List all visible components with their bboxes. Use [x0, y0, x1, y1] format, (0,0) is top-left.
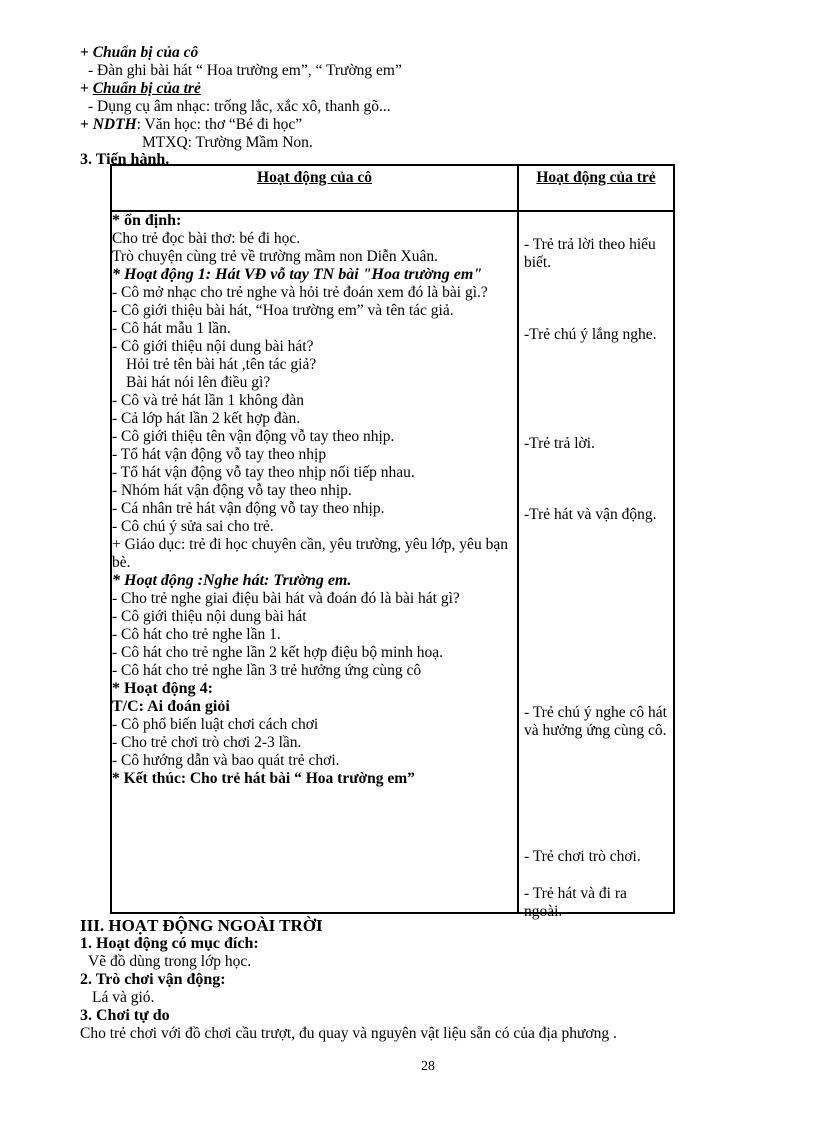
teacher-activity-line: - Cô hát cho trẻ nghe lần 1.: [112, 626, 281, 643]
table-body-row: [111, 211, 674, 913]
prep-teacher-heading: [80, 44, 198, 62]
prep-child-item: - Dụng cụ âm nhạc: trống lắc, xắc xô, thanh gõ...: [88, 98, 391, 115]
teacher-activity-line: - Cho trẻ nghe giai điệu bài hát và đoán đó là bài hát gì?: [112, 590, 460, 607]
teacher-activity-line: Hỏi trẻ tên bài hát ,tên tác giả?: [126, 356, 317, 373]
outdoor-s3-text: Cho trẻ chơi với đồ chơi cầu trượt, đu quay và nguyên vật liệu sẵn có của địa phương .: [80, 1025, 617, 1042]
section-3-title: 3. Tiến hành.: [80, 151, 170, 168]
teacher-activity-line: * Kết thúc: Cho trẻ hát bài “ Hoa trường em”: [112, 770, 415, 787]
teacher-activity-line: * Hoạt động :Nghe hát: Trường em.: [112, 572, 352, 589]
col-header-child: [518, 165, 674, 211]
outdoor-s1-title: 1. Hoạt động có mục đích:: [80, 935, 259, 952]
prep-child-heading: [80, 80, 201, 98]
child-note: - Trẻ trả lời theo hiểu biết.: [524, 236, 656, 271]
teacher-activity-line: - Tổ hát vận động vỗ tay theo nhịp: [112, 446, 327, 463]
child-note: - Trẻ chơi trò chơi.: [524, 848, 641, 865]
child-note: - Trẻ hát và đi ra ngoài.: [524, 885, 627, 920]
ndth-line: [80, 116, 302, 134]
child-note: -Trẻ trả lời.: [524, 435, 595, 452]
teacher-activity-line: * ổn định:: [112, 212, 182, 229]
col-header-teacher: Hoạt động của cô: [111, 165, 518, 211]
page-number: 28: [421, 1059, 435, 1074]
plus-bullet: +: [80, 116, 93, 133]
outdoor-s3-title: 3. Chơi tự do: [80, 1007, 170, 1024]
outdoor-s2-text: Lá và gió.: [92, 989, 155, 1006]
teacher-activity-line: - Cô hát cho trẻ nghe lần 2 kết hợp điệu bộ minh hoạ.: [112, 644, 444, 661]
teacher-activities-cell: [111, 211, 518, 913]
teacher-activity-line: * Hoạt động 4:: [112, 680, 213, 697]
teacher-activity-line: - Cô và trẻ hát lần 1 không đàn: [112, 392, 304, 409]
ndth-text: : Văn học: thơ “Bé đi học”: [136, 116, 303, 133]
teacher-activities-list: [112, 212, 517, 788]
plus-bullet: +: [80, 44, 93, 61]
teacher-activity-line: - Cô giới thiệu bài hát, “Hoa trường em” và tên tác giả.: [112, 302, 454, 319]
teacher-activity-line: - Cô giới thiệu tên vận động vỗ tay theo nhịp.: [112, 428, 395, 445]
teacher-activity-line: - Cô chú ý sửa sai cho trẻ.: [112, 518, 274, 535]
outdoor-s2-title: 2. Trò chơi vận động:: [80, 971, 226, 988]
teacher-activity-line: - Cô giới thiệu nội dung bài hát?: [112, 338, 314, 355]
plus-bullet: +: [80, 80, 93, 97]
teacher-activity-line: - Cô phổ biến luật chơi cách chơi: [112, 716, 319, 733]
teacher-activity-line: - Cô giới thiệu nội dung bài hát: [112, 608, 307, 625]
table-header-row: [111, 165, 674, 211]
activity-table: [110, 164, 675, 920]
child-note: -Trẻ hát và vận động.: [524, 506, 657, 523]
col-header-child-text: Hoạt động của trẻ: [536, 169, 656, 186]
ndth-label: NDTH: [92, 116, 137, 133]
teacher-activity-line: - Cô hát cho trẻ nghe lần 3 trẻ hưởng ứng cùng cô: [112, 662, 422, 679]
child-note: -Trẻ chú ý lắng nghe.: [524, 326, 657, 343]
prep-teacher-heading-text: Chuẩn bị của cô: [92, 44, 199, 61]
teacher-activity-line: - Cô mở nhạc cho trẻ nghe và hỏi trẻ đoán xem đó là bài gì.?: [112, 284, 488, 301]
teacher-activity-line: Cho trẻ đọc bài thơ: bé đi học.: [112, 230, 301, 247]
teacher-activity-line: - Cho trẻ chơi trò chơi 2-3 lần.: [112, 734, 302, 751]
teacher-activity-line: + Giáo dục: trẻ đi học chuyên cần, yêu trường, yêu lớp, yêu bạn bè.: [112, 536, 508, 571]
teacher-activity-line: - Cả lớp hát lần 2 kết hợp đàn.: [112, 410, 301, 427]
teacher-activity-line: Trò chuyện cùng trẻ về trường mầm non Diễn Xuân.: [112, 248, 438, 265]
mtxq-line: MTXQ: Trường Mầm Non.: [142, 134, 313, 151]
teacher-activity-line: Bài hát nói lên điều gì?: [126, 374, 271, 391]
teacher-activity-line: - Cô hát mẫu 1 lần.: [112, 320, 231, 337]
child-activities-cell: [518, 211, 674, 920]
teacher-activity-line: - Cá nhân trẻ hát vận động vỗ tay theo nhịp.: [112, 500, 385, 517]
teacher-activity-line: * Hoạt động 1: Hát VĐ vỗ tay TN bài "Hoa trường em": [112, 266, 483, 283]
teacher-activity-line: - Tổ hát vận động vỗ tay theo nhịp nối tiếp nhau.: [112, 464, 415, 481]
outdoor-title: III. HOẠT ĐỘNG NGOÀI TRỜI: [80, 916, 323, 935]
prep-teacher-item: - Đàn ghi bài hát “ Hoa trường em”, “ Trường em”: [88, 62, 402, 79]
teacher-activity-line: T/C: Ai đoán giỏi: [112, 698, 230, 715]
child-note: - Trẻ chú ý nghe cô hát và hưởng ứng cùng cô.: [524, 704, 667, 739]
prep-child-heading-text: Chuẩn bị của trẻ: [92, 80, 201, 97]
outdoor-s1-text: Vẽ đồ dùng trong lớp học.: [88, 953, 252, 970]
teacher-activity-line: - Nhóm hát vận động vỗ tay theo nhịp.: [112, 482, 352, 499]
teacher-activity-line: - Cô hướng dẫn và bao quát trẻ chơi.: [112, 752, 340, 769]
